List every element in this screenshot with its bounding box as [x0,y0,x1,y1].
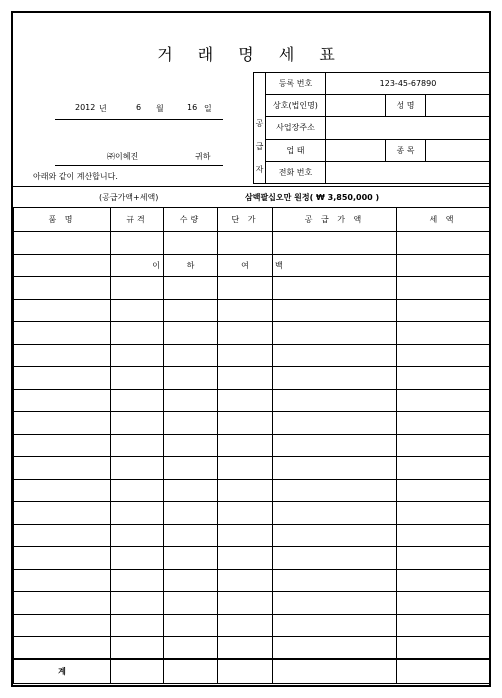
table-cell [218,434,273,457]
table-cell [14,524,111,547]
table-cell [397,232,490,255]
table-cell [14,614,111,637]
table-cell [218,502,273,525]
table-cell [14,299,111,322]
table-cell [273,524,397,547]
supplier-table [253,72,491,184]
table-cell [164,479,218,502]
date-month: 6 [136,103,142,112]
sum-cell [164,659,218,683]
table-cell [218,389,273,412]
supplier-side-label: 공 급 자 [254,73,266,184]
table-cell [14,434,111,457]
table-cell [14,637,111,660]
table-cell [111,614,164,637]
table-cell: 백 [273,254,397,277]
table-cell [397,434,490,457]
table-cell [111,592,164,615]
sum-row [14,659,490,683]
sum-label: 계 [14,659,111,683]
col-header-qty: 수량 [164,208,218,232]
business-type-value [326,139,386,161]
table-cell [14,479,111,502]
table-cell [14,322,111,345]
table-cell [218,524,273,547]
table-cell [273,367,397,390]
sum-cell [111,659,164,683]
table-row [14,457,490,480]
table-cell [273,479,397,502]
table-cell [111,344,164,367]
table-cell [397,592,490,615]
table-cell [111,367,164,390]
invoice-form [11,11,491,687]
recipient-name: ㈜이혜진 [107,152,139,161]
table-cell [111,277,164,300]
date-day: 16 [187,103,198,112]
table-cell: 이 [111,254,164,277]
table-cell [273,277,397,300]
table-cell [397,524,490,547]
table-cell [397,614,490,637]
table-cell [273,457,397,480]
table-cell [14,232,111,255]
table-cell [218,569,273,592]
table-cell [111,569,164,592]
table-cell [164,344,218,367]
table-row [14,569,490,592]
date-day-unit: 일 [204,104,212,113]
date-year-unit: 년 [99,104,107,113]
table-cell [273,389,397,412]
table-cell [397,254,490,277]
items-table [13,207,490,684]
table-cell [164,434,218,457]
table-row [14,254,490,277]
name-value [426,95,491,117]
table-row [14,524,490,547]
table-cell [164,412,218,435]
table-cell [397,344,490,367]
date-month-unit: 월 [156,104,164,113]
table-cell [164,367,218,390]
table-cell [218,547,273,570]
table-cell [164,547,218,570]
table-cell [164,614,218,637]
table-cell [273,434,397,457]
item-value [426,139,491,161]
table-cell [14,389,111,412]
page-title: 거 래 명 세 표 [157,45,345,64]
table-cell [273,547,397,570]
table-cell [273,569,397,592]
table-cell: 여 [218,254,273,277]
date-underline [55,119,223,120]
table-cell [273,232,397,255]
table-row [14,614,490,637]
table-cell [397,412,490,435]
sum-cell [273,659,397,683]
company-label: 상호(법인명) [266,95,326,117]
table-cell [164,637,218,660]
table-cell [164,322,218,345]
items-header-row [14,208,490,232]
table-cell [218,277,273,300]
phone-value [326,161,491,183]
date-year: 2012 [75,103,96,112]
table-cell [164,457,218,480]
col-header-spec: 규격 [111,208,164,232]
table-cell [111,434,164,457]
table-cell [218,299,273,322]
table-cell [14,569,111,592]
table-cell [273,412,397,435]
table-cell [14,592,111,615]
table-cell [111,389,164,412]
table-cell [273,344,397,367]
table-cell [14,547,111,570]
sum-cell [397,659,490,683]
table-cell [14,344,111,367]
company-value [326,95,386,117]
reg-no-value: 123-45-67890 [326,73,491,95]
table-cell [164,299,218,322]
total-amount-text: 삼백팔십오만 원정( ₩ 3,850,000 ) [245,193,380,202]
table-cell [14,502,111,525]
table-cell [111,637,164,660]
table-cell [111,299,164,322]
table-cell [111,322,164,345]
table-cell [164,524,218,547]
table-cell [164,232,218,255]
table-cell [218,344,273,367]
table-cell [111,412,164,435]
table-row [14,277,490,300]
col-header-tax: 세 액 [397,208,490,232]
table-cell [397,299,490,322]
table-cell [397,322,490,345]
table-row [14,322,490,345]
total-row-top-border [13,186,489,187]
table-cell [273,502,397,525]
table-cell [111,479,164,502]
table-cell [218,592,273,615]
table-row [14,592,490,615]
table-cell [218,479,273,502]
col-header-item: 품 명 [14,208,111,232]
table-cell [111,547,164,570]
table-cell [164,569,218,592]
address-value [326,117,491,139]
table-cell [14,277,111,300]
table-cell [111,502,164,525]
table-cell [273,322,397,345]
table-cell [273,592,397,615]
item-label: 종 목 [386,139,426,161]
table-row [14,502,490,525]
table-cell [218,322,273,345]
table-cell [397,569,490,592]
col-header-supply-amount: 공 급 가 액 [273,208,397,232]
table-cell [273,614,397,637]
table-row [14,637,490,660]
table-cell [111,457,164,480]
table-cell [397,502,490,525]
name-label: 성 명 [386,95,426,117]
table-row [14,344,490,367]
table-cell [14,412,111,435]
table-cell [218,637,273,660]
table-cell [397,389,490,412]
table-cell [111,524,164,547]
table-cell [273,299,397,322]
table-cell: 하 [164,254,218,277]
table-cell [273,637,397,660]
table-cell [397,637,490,660]
table-cell [397,277,490,300]
table-cell [164,592,218,615]
table-cell [397,547,490,570]
recipient-underline [55,165,223,166]
table-cell [218,367,273,390]
table-cell [164,502,218,525]
table-cell [14,457,111,480]
business-type-label: 업 태 [266,139,326,161]
table-cell [397,479,490,502]
table-row [14,547,490,570]
col-header-unit-price: 단 가 [218,208,273,232]
table-cell [218,457,273,480]
sum-cell [218,659,273,683]
table-cell [14,367,111,390]
table-row [14,412,490,435]
table-cell [111,232,164,255]
table-row [14,367,490,390]
total-row-label: (공급가액+세액) [99,193,159,202]
table-cell [397,457,490,480]
table-cell [218,614,273,637]
reg-no-label: 등록 번호 [266,73,326,95]
table-cell [14,254,111,277]
table-row [14,434,490,457]
table-cell [218,232,273,255]
table-cell [397,367,490,390]
table-row [14,389,490,412]
table-row [14,299,490,322]
recipient-honorific: 귀하 [195,152,211,161]
recipient-note: 아래와 같이 계산합니다. [33,172,118,181]
phone-label: 전화 번호 [266,161,326,183]
table-row [14,232,490,255]
address-label: 사업장주소 [266,117,326,139]
table-cell [164,389,218,412]
table-cell [164,277,218,300]
table-cell [218,412,273,435]
table-row [14,479,490,502]
